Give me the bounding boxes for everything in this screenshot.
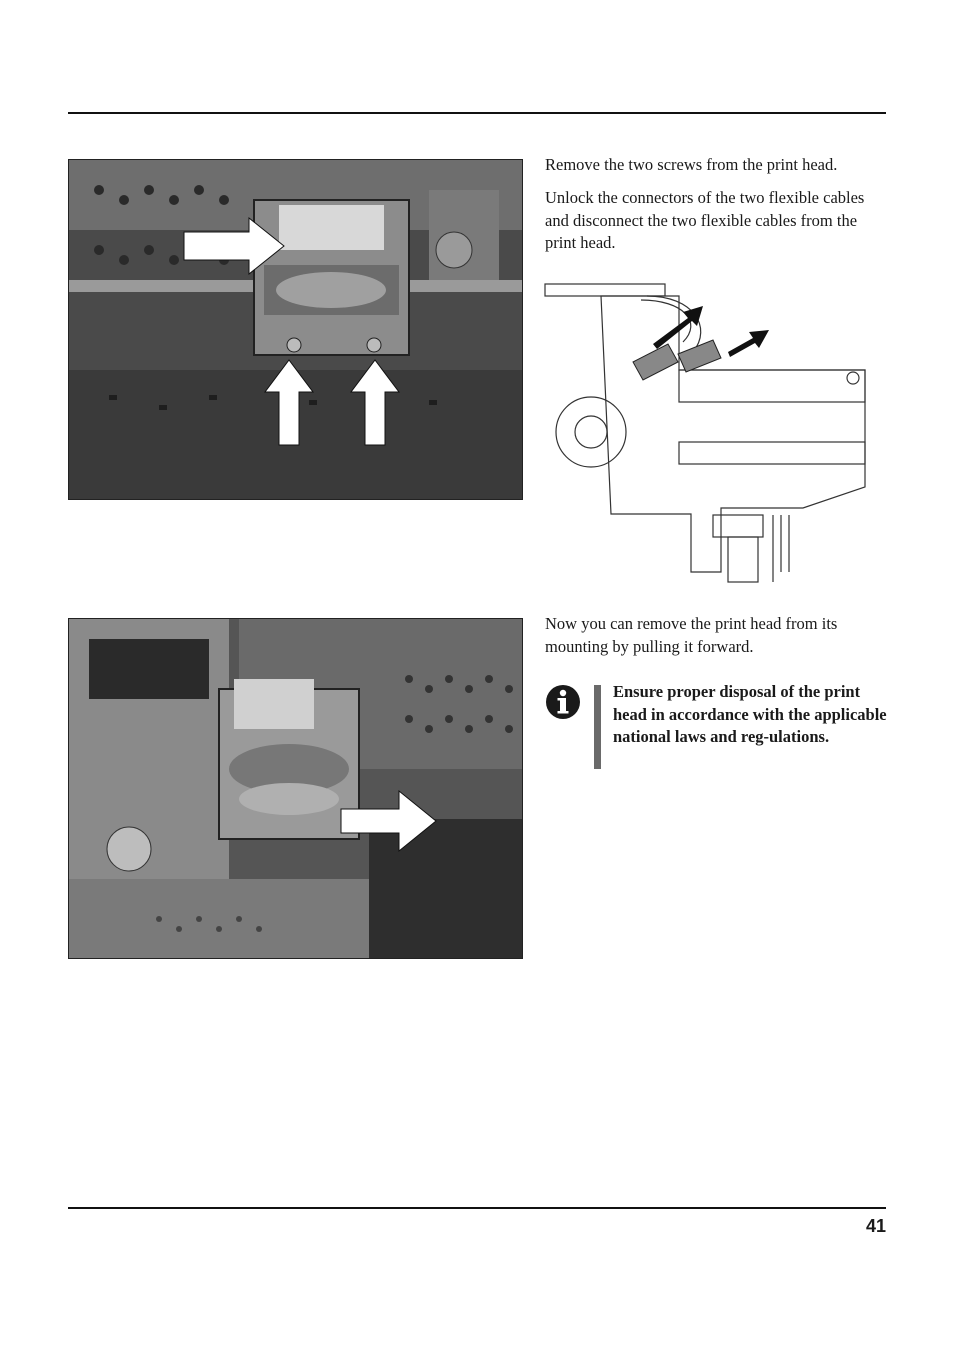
info-icon bbox=[545, 684, 581, 720]
step-1-text-cables: Unlock the connectors of the two flexible cables and disconnect the two flexible cables from the print head. bbox=[545, 188, 865, 252]
disposal-note: Ensure proper disposal of the print head in accordance with the applicable national laws and reg-ulations. bbox=[613, 682, 887, 746]
header-rule bbox=[68, 112, 886, 114]
diagram-print-head-cables bbox=[543, 272, 873, 588]
step-1-text-screws: Remove the two screws from the print head. bbox=[545, 155, 838, 174]
photo-remove-print-head bbox=[68, 618, 523, 959]
footer-rule bbox=[68, 1207, 886, 1209]
page-number: 41 bbox=[865, 1216, 886, 1236]
step-2-text-remove: Now you can remove the print head from its mounting by pulling it forward. bbox=[545, 614, 838, 656]
note-bar bbox=[594, 685, 601, 769]
photo-print-head-screws bbox=[68, 159, 523, 500]
